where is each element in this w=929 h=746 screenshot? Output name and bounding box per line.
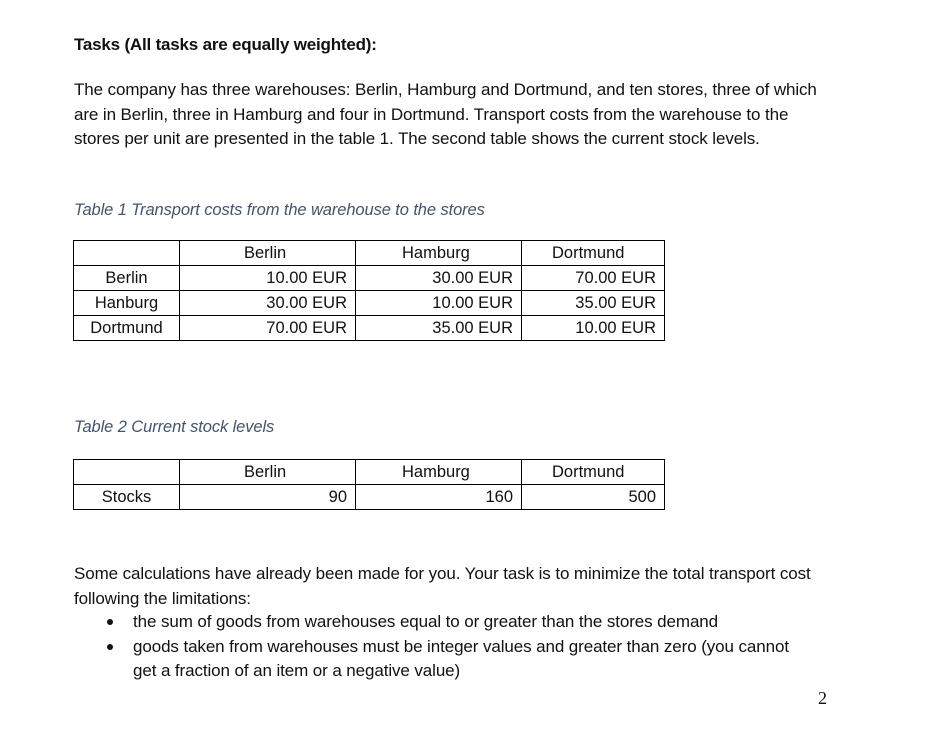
table-row — [74, 316, 665, 341]
table-cell: 35.00 EUR — [356, 316, 522, 341]
table-cell: 90 — [180, 485, 356, 510]
stock-levels-table — [73, 459, 665, 510]
intro-paragraph: The company has three warehouses: Berlin, Hamburg and Dortmund, and ten stores, three of which are in Berlin, three in Hamburg and four in Dortmund. Transport costs from the warehouse to the stores per unit are presented in the table 1. The second table shows the current stock levels. — [74, 80, 817, 148]
table-cell: 30.00 EUR — [180, 291, 356, 316]
closing-paragraph: Some calculations have already been made for you. Your task is to minimize the total transport cost following the limitations: — [74, 564, 811, 608]
column-header-hamburg: Hamburg — [356, 241, 522, 266]
table-cell: 500 — [522, 485, 665, 510]
table-cell: 10.00 EUR — [180, 266, 356, 291]
column-header-berlin: Berlin — [180, 460, 356, 485]
table-row — [74, 266, 665, 291]
tasks-heading: Tasks (All tasks are equally weighted): — [74, 35, 377, 54]
bullet-icon — [107, 619, 113, 625]
list-item-text: goods taken from warehouses must be integer values and greater than zero (you cannot get a fraction of an item or a negative value) — [133, 636, 789, 680]
table2-caption: Table 2 Current stock levels — [74, 418, 275, 436]
table-header-row — [74, 460, 665, 485]
column-header-dortmund: Dortmund — [522, 460, 665, 485]
table-cell: 10.00 EUR — [522, 316, 665, 341]
table-corner-cell — [74, 460, 180, 485]
column-header-hamburg: Hamburg — [356, 460, 522, 485]
table-row — [74, 291, 665, 316]
table-cell: 160 — [356, 485, 522, 510]
table1-caption: Table 1 Transport costs from the warehouse to the stores — [74, 201, 485, 219]
table-cell: 70.00 EUR — [522, 266, 665, 291]
list-item — [74, 635, 814, 684]
table-cell: 10.00 EUR — [356, 291, 522, 316]
row-label: Dortmund — [74, 316, 180, 341]
page-number: 2 — [818, 688, 827, 708]
row-label: Berlin — [74, 266, 180, 291]
list-item — [74, 610, 814, 635]
table-corner-cell — [74, 241, 180, 266]
table-header-row — [74, 241, 665, 266]
column-header-berlin: Berlin — [180, 241, 356, 266]
list-item-text: the sum of goods from warehouses equal to or greater than the stores demand — [133, 612, 719, 631]
row-label: Hanburg — [74, 291, 180, 316]
table-row — [74, 485, 665, 510]
bullet-icon — [107, 644, 113, 650]
limitations-list — [74, 610, 814, 684]
transport-costs-table — [73, 240, 665, 341]
row-label: Stocks — [74, 485, 180, 510]
table-cell: 35.00 EUR — [522, 291, 665, 316]
table-cell: 30.00 EUR — [356, 266, 522, 291]
table-cell: 70.00 EUR — [180, 316, 356, 341]
column-header-dortmund: Dortmund — [522, 241, 665, 266]
